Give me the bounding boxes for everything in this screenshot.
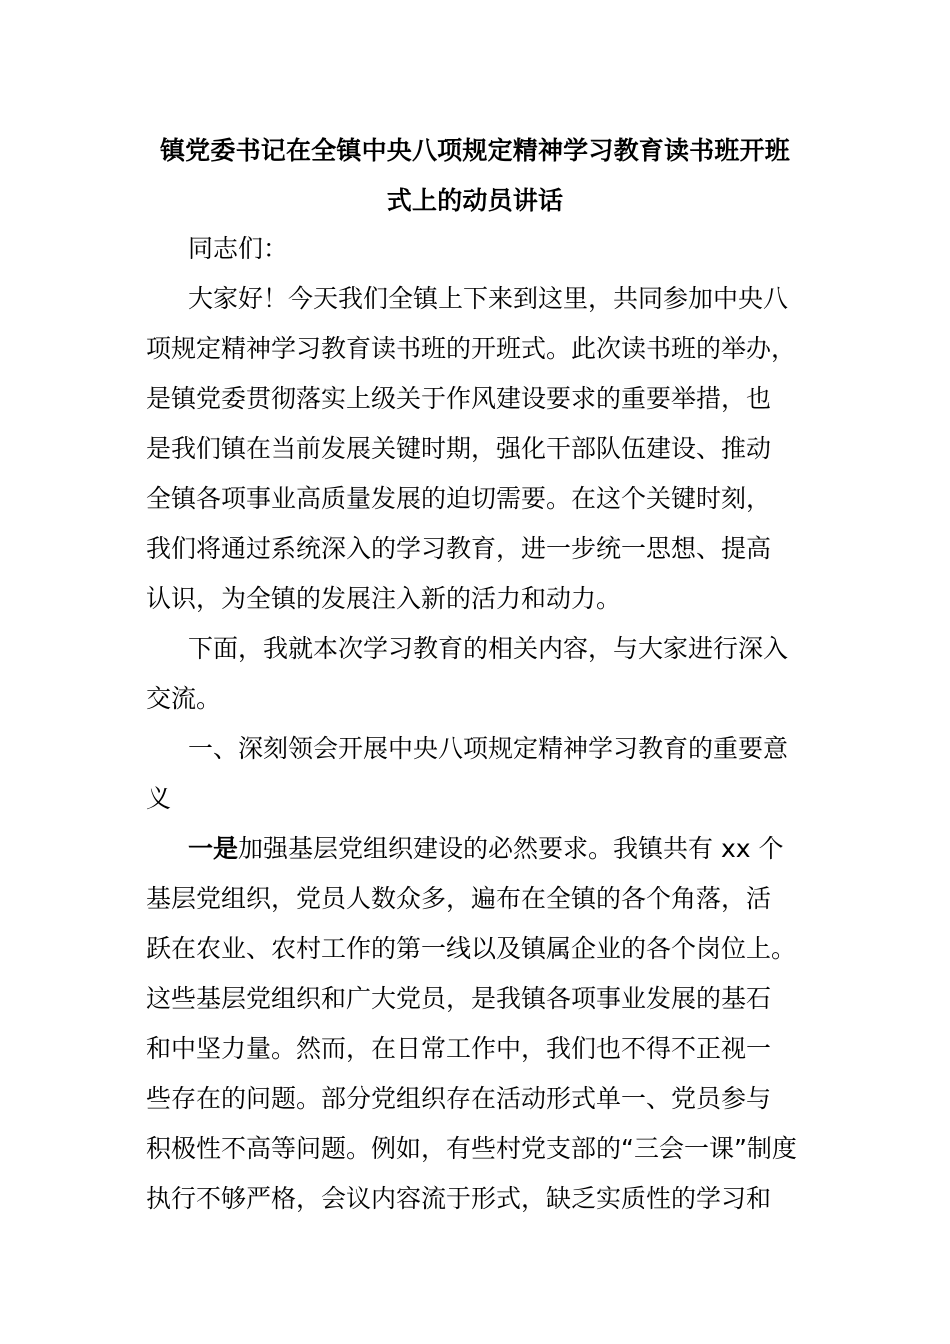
paragraph-line: 下面，我就本次学习教育的相关内容，与大家进行深入: [188, 634, 789, 663]
paragraph-line: 跃在农业、农村工作的第一线以及镇属企业的各个岗位上。: [146, 934, 797, 963]
paragraph-opening: [146, 274, 802, 624]
salutation: 同志们：: [188, 234, 289, 263]
heading-line: 一、深刻领会开展中央八项规定精神学习教育的重要意: [188, 734, 789, 763]
paragraph-line: 些存在的问题。部分党组织存在活动形式单一、党员参与: [146, 1084, 772, 1113]
paragraph-line: 交流。: [146, 684, 222, 713]
paragraph-line: [146, 824, 802, 874]
paragraph-point-one: [146, 824, 802, 1224]
paragraph-line: 基层党组织，党员人数众多，遍布在全镇的各个角落，活: [146, 884, 772, 913]
paragraph-line: 我们将通过系统深入的学习教育，进一步统一思想、提高: [146, 534, 772, 563]
point-lead-text: 加强基层党组织建设的必然要求。我镇共有 xx 个: [238, 834, 784, 863]
paragraph-line: 积极性不高等问题。例如，有些村党支部的“三会一课”制度: [146, 1134, 797, 1163]
section-heading-1: [146, 724, 802, 824]
document-title: [148, 126, 802, 226]
paragraph-transition: [146, 624, 802, 724]
paragraph-line: 认识，为全镇的发展注入新的活力和动力。: [146, 584, 622, 613]
title-line-1: 镇党委书记在全镇中央八项规定精神学习教育读书班开班: [159, 136, 790, 165]
title-line-2: 式上的动员讲话: [386, 186, 564, 215]
paragraph-line: 项规定精神学习教育读书班的开班式。此次读书班的举办，: [146, 334, 797, 363]
point-lead-bold: 一是: [188, 834, 239, 863]
paragraph-line: 执行不够严格，会议内容流于形式，缺乏实质性的学习和: [146, 1184, 772, 1213]
paragraph-line: 大家好！今天我们全镇上下来到这里，共同参加中央八: [188, 284, 789, 313]
paragraph-line: 全镇各项事业高质量发展的迫切需要。在这个关键时刻，: [146, 484, 772, 513]
paragraph-line: 是镇党委贯彻落实上级关于作风建设要求的重要举措，也: [146, 384, 772, 413]
paragraph-line: 这些基层党组织和广大党员，是我镇各项事业发展的基石: [146, 984, 772, 1013]
paragraph-line: 和中坚力量。然而，在日常工作中，我们也不得不正视一: [146, 1034, 772, 1063]
heading-line: 义: [146, 784, 172, 813]
paragraph-line: 是我们镇在当前发展关键时期，强化干部队伍建设、推动: [146, 434, 772, 463]
document-body: [146, 224, 802, 1224]
